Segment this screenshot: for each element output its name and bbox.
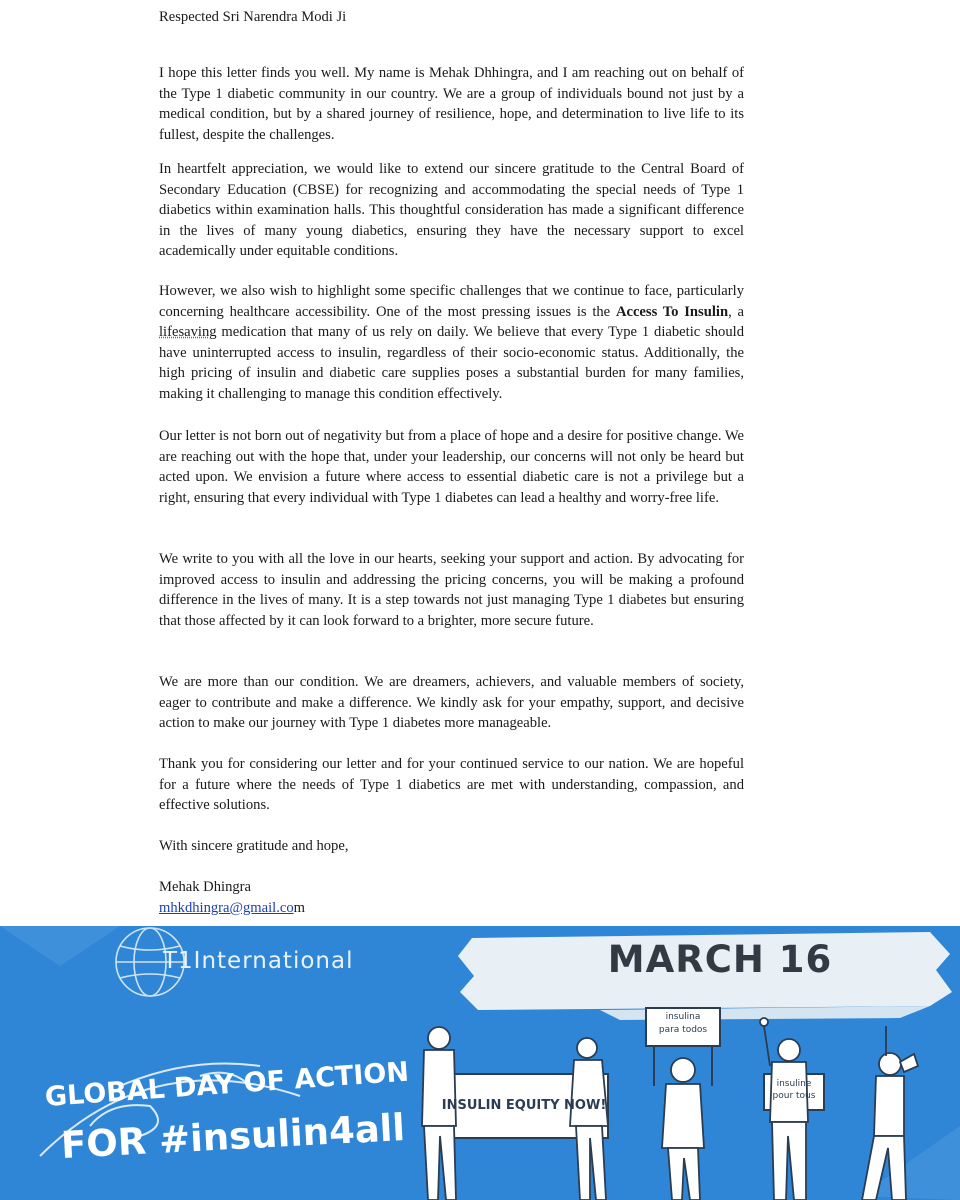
email-tail: m [293, 900, 305, 916]
letter-paragraph-2: In heartfelt appreciation, we would like to extend our sincere gratitude to the Central Board of Secondary Education (CBSE) for recognizing and accommodating the special needs of Type 1 diabetics within examination halls. This thoughtful consideration has made a significant difference in the lives of many young diabetics, ensuring they have the necessary support to excel academically under equitable conditions. [159, 161, 744, 260]
letter-closing: With sincere gratitude and hope, [159, 838, 349, 854]
letter-paragraph-5: We write to you with all the love in our hearts, seeking your support and action. By advocating for improved access to insulin and addressing the pricing concerns, you will be making a profound difference in the lives of many. It is a step towards not just managing Type 1 diabetes but ensuring that those affected by it can look forward to a brighter, more secure future. [159, 551, 744, 629]
insulin4all-banner [0, 926, 960, 1200]
letter-paragraph-3 [159, 281, 744, 405]
sign-insulin-equity-now: INSULIN EQUITY NOW! [441, 1098, 607, 1113]
letter-signature-name: Mehak Dhingra [159, 879, 251, 895]
letter-paragraph-7: Thank you for considering our letter and for your continued service to our nation. We are hopeful for a future where the needs of Type 1 diabetics are met with understanding, compassion, and effective solutions. [159, 756, 744, 814]
access-to-insulin-bold: Access To Insulin [615, 303, 729, 320]
letter-salutation: Respected Sri Narendra Modi Ji [159, 9, 347, 25]
p3-text-a: However, we also wish to highlight some specific challenges that we continue to face, particularly concerning healthcare accessibility. One of the most pressing issues is the [159, 283, 744, 320]
letter-email [159, 898, 744, 919]
letter-paragraph-6: We are more than our condition. We are dreamers, achievers, and valuable members of society, eager to contribute and make a difference. We kindly ask for your empathy, support, and decisive action to make our journey with Type 1 diabetes more manageable. [159, 674, 744, 732]
p3-text-b: , a [728, 303, 744, 320]
email-link[interactable]: mhkdhingra@gmail.co [159, 900, 294, 916]
letter [159, 0, 744, 922]
global-day-of-action-text: GLOBAL DAY OF ACTION [44, 1056, 410, 1113]
sign-insuline-line1: insuline [776, 1079, 812, 1089]
t1international-logo-text: T1International [163, 948, 354, 974]
p3-text-c: medication that many of us rely on daily. We believe that every Type 1 diabetic should have uninterrupted access to insulin, regardless of their socio-economic status. Additionally, the high pricing of insulin and diabetic care supplies poses a substantial burden for many families, making it challenging to manage this condition effectively. [159, 324, 744, 402]
letter-paragraph-1: I hope this letter finds you well. My name is Mehak Dhhingra, and I am reaching out on behalf of the Type 1 diabetic community in our country. We are a group of individuals bound not just by a medical condition, but by a shared journey of resilience, hope, and determination to live life to its fullest, despite the challenges. [159, 65, 744, 143]
insulin4all-hashtag-text: FOR #insulin4all [60, 1105, 407, 1167]
march-16-date: MARCH 16 [607, 938, 833, 981]
sign-insuline-line2: pour tous [772, 1091, 816, 1101]
lifesaving-word: lifesaving [159, 324, 217, 341]
sign-insulina-line1: insulina [665, 1012, 701, 1022]
sign-insulina-line2: para todos [658, 1025, 708, 1035]
letter-paragraph-4: Our letter is not born out of negativity but from a place of hope and a desire for positive change. We are reaching out with the hope that, under your leadership, our concerns will not only be heard but acted upon. We envision a future where access to essential diabetic care is not a privilege but a right, ensuring that every individual with Type 1 diabetes can lead a healthy and worry-free life. [159, 428, 744, 506]
